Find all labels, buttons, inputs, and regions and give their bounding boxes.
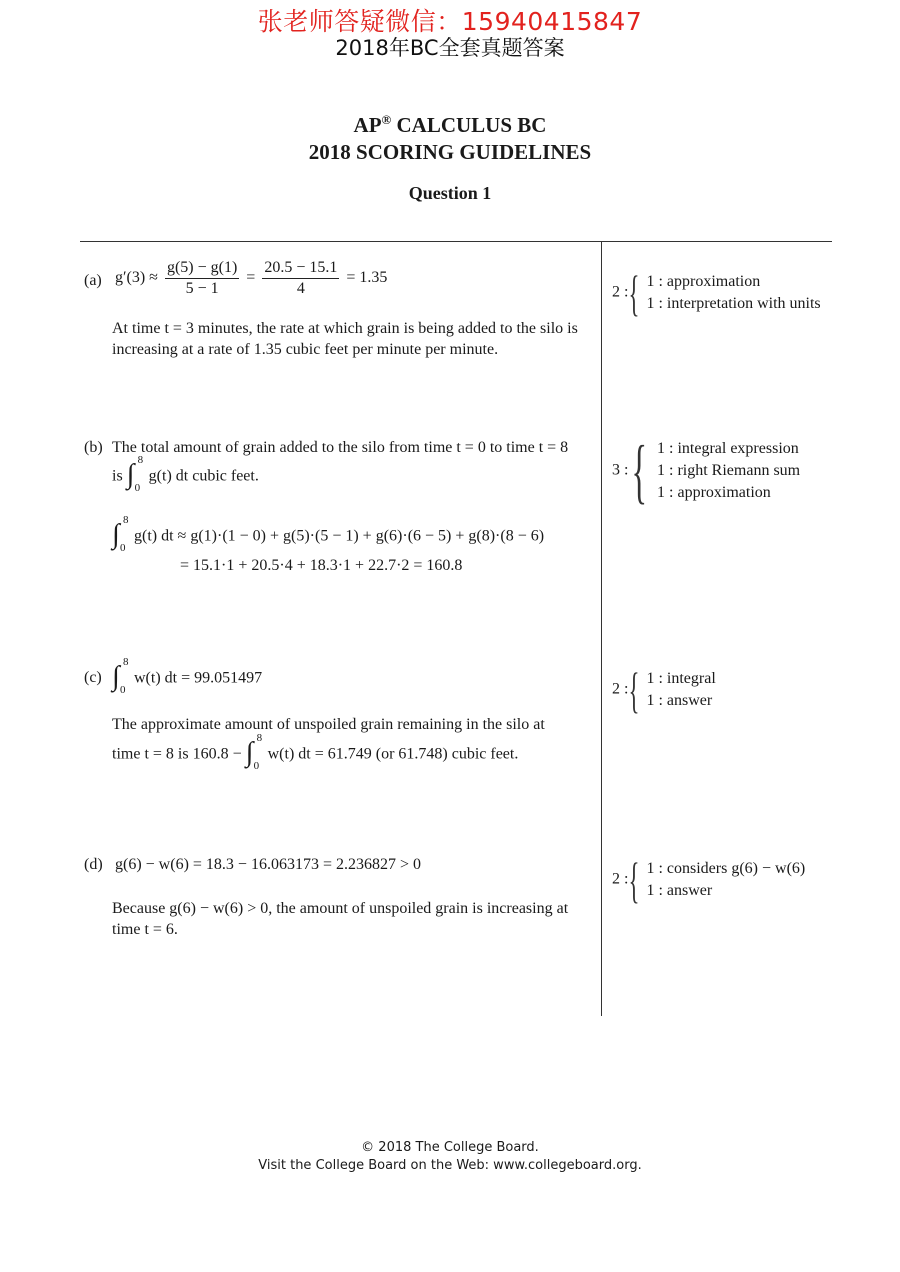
footer-copyright: © 2018 The College Board. [361, 1140, 539, 1155]
part-c-line1: The approximate amount of unspoiled grain remaining in the silo at [112, 716, 545, 733]
criterion: 1 : interpretation with units [646, 295, 821, 312]
column-divider [601, 241, 602, 1016]
part-b-result: = 15.1·1 + 20.5·4 + 18.3·1 + 22.7·2 = 160.8 [180, 557, 463, 574]
watermark-subtitle: 2018年BC全套真题答案 [335, 36, 565, 60]
integral-sign: ∫ 8 0 [112, 656, 129, 696]
footer-website: Visit the College Board on the Web: www.collegeboard.org. [258, 1158, 642, 1173]
criterion: 1 : integral expression [657, 440, 799, 457]
part-a-equation: g′(3) ≈ $\frac{g(5) - g(1)}{5 - 1}$ = $\frac{20.5 - 15.1}{4}$ = 1.35 [115, 259, 388, 297]
part-c-scoring: 2 :{ 1 : integral 1 : answer [612, 662, 716, 718]
criterion: 1 : approximation [646, 273, 761, 290]
part-c-line2: time t = 8 is 160.8 − ∫ 8 0 w(t) dt = 61.749 (or 61.748) cubic feet. [112, 732, 519, 772]
part-b-scoring: 3 :{ 1 : integral expression 1 : right Riemann sum 1 : approximation [612, 431, 801, 511]
part-d-conclusion: Because g(6) − w(6) > 0, the amount of unspoiled grain is increasing at time t = 6. [112, 900, 569, 938]
criterion: 1 : approximation [657, 484, 771, 501]
part-b-line1: The total amount of grain added to the silo from time t = 0 to time t = 8 [112, 439, 569, 456]
doc-title: AP® CALCULUS BC [353, 112, 547, 137]
part-b-label: (b) [84, 439, 103, 456]
criterion: 1 : answer [646, 882, 713, 899]
part-d-label: (d) [84, 856, 103, 873]
criterion: 1 : right Riemann sum [657, 462, 801, 479]
criterion: 1 : answer [646, 692, 713, 709]
part-a-label: (a) [84, 272, 102, 289]
part-b-line2: is ∫ 8 0 g(t) dt cubic feet. [112, 454, 259, 494]
part-d-scoring: 2 :{ 1 : considers g(6) − w(6) 1 : answer [612, 852, 806, 908]
part-a-interpretation: At time t = 3 minutes, the rate at which grain is being added to the silo is increasing at a rate of 1.35 cubic feet per minute per minute. [112, 320, 578, 358]
criterion: 1 : considers g(6) − w(6) [646, 860, 806, 877]
part-c-integral: ∫ 8 0 w(t) dt = 99.051497 [112, 656, 263, 696]
table-top-rule [80, 241, 832, 242]
part-c-label: (c) [84, 669, 102, 686]
fraction-numeric: $\frac{20.5 - 15.1}{4}$ [264, 259, 338, 297]
fraction-difference-quotient: $\frac{g(5) - g(1)}{5 - 1}$ [166, 259, 238, 297]
doc-subtitle: 2018 SCORING GUIDELINES [308, 140, 592, 164]
part-d-expression: g(6) − w(6) = 18.3 − 16.063173 = 2.236827 > 0 [115, 856, 421, 873]
question-number: Question 1 [408, 183, 492, 203]
criterion: 1 : integral [646, 670, 716, 687]
integral-sign: ∫ 8 0 [126, 454, 144, 494]
integral-sign: ∫ 8 0 [245, 732, 263, 772]
integral-sign: ∫ 8 0 [112, 514, 129, 554]
part-a-scoring: 2 :{ 1 : approximation 1 : interpretation with units [612, 265, 821, 321]
watermark-contact: 张老师答疑微信：15940415847 [257, 7, 643, 36]
part-b-riemann-sum: ∫ 8 0 g(t) dt ≈ g(1)·(1 − 0) + g(5)·(5 − 1) + g(6)·(6 − 5) + g(8)·(8 − 6) [112, 514, 545, 554]
